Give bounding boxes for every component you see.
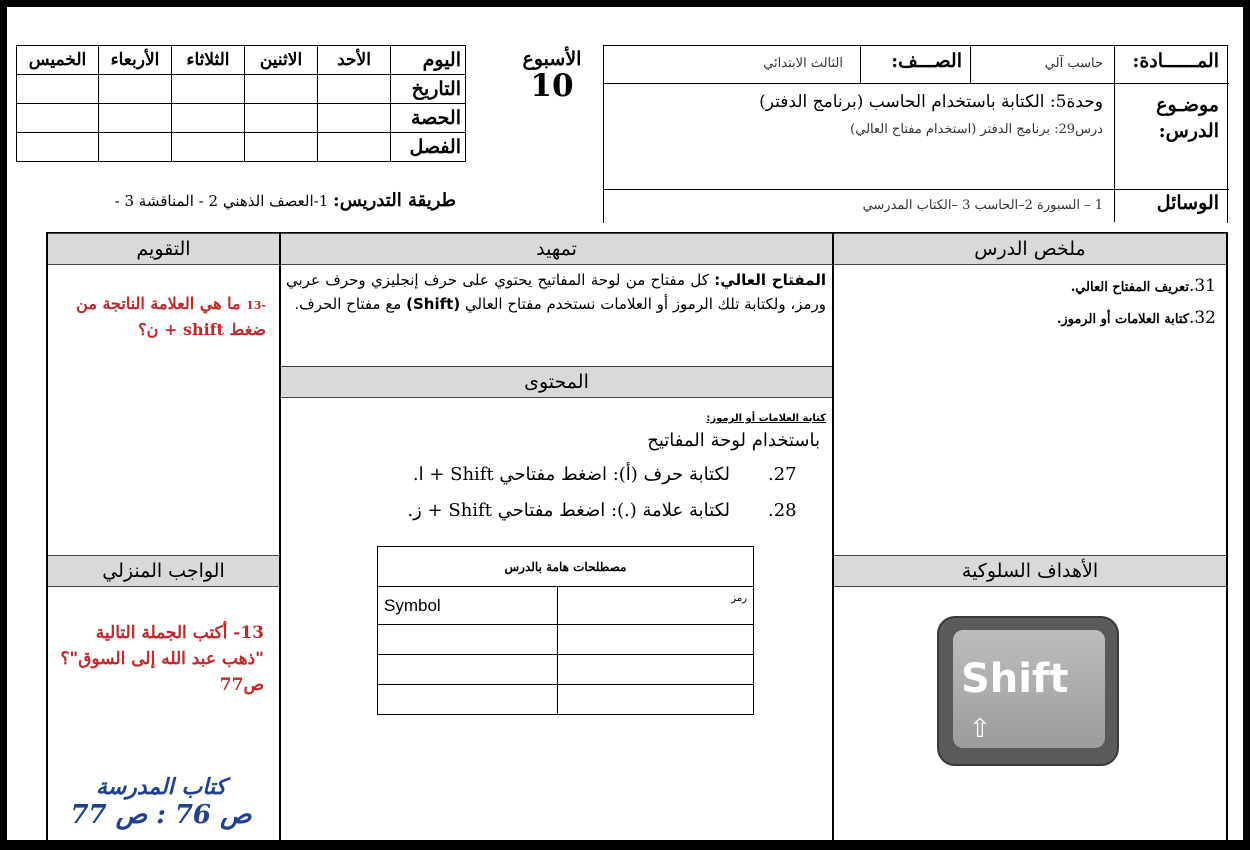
row-date: التاريخ — [391, 75, 466, 104]
evaluation-question — [54, 292, 266, 342]
summary-item: 31.تعريف المفتاح العالي. — [1070, 276, 1216, 296]
terms-col-ar: رمز — [558, 587, 754, 625]
topic-label-2: الدرس: — [1158, 120, 1219, 142]
terms-title: مصطلحات هامة بالدرس — [378, 547, 754, 587]
lesson-title: درس29: برنامج الدفتر (استخدام مفتاح العالي) — [850, 122, 1103, 137]
day-thu: الخميس — [17, 46, 99, 75]
homework-header: الواجب المنزلي — [48, 555, 279, 587]
teaching-method — [90, 190, 456, 211]
evaluation-number: -13 — [246, 299, 266, 312]
week-number: 10 — [530, 68, 574, 104]
objectives-header: الأهداف السلوكية — [834, 555, 1226, 587]
lesson-info-table — [603, 45, 1228, 223]
summary-header: ملخص الدرس — [834, 233, 1226, 265]
intro-header: تمهيد — [281, 233, 832, 265]
intro-shift: (Shift) — [406, 295, 461, 313]
class-value: الثالث الابتدائي — [763, 56, 843, 71]
subject-value: حاسب آلي — [1044, 56, 1103, 71]
content-item-2: لكتابة علامة (.): اضغط مفتاحي Shift + ز. — [407, 500, 730, 521]
tools-label: الوسائل — [1156, 192, 1219, 214]
terms-table — [377, 546, 754, 715]
class-label: الصـــف: — [891, 50, 962, 72]
day-label: اليوم — [391, 46, 466, 75]
terms-col-en: Symbol — [378, 587, 558, 625]
shift-key-image — [937, 616, 1119, 766]
intro-term: المفتاح العالي: — [714, 271, 827, 289]
book-line1: كتاب المدرسة — [95, 774, 227, 800]
content-item-1-num: .27 — [768, 464, 797, 485]
bottom-border — [0, 840, 1250, 850]
day-mon: الاثنين — [245, 46, 318, 75]
book-line2: ص 76 : ص 77 — [70, 800, 252, 830]
tools-value: 1 – السبورة 2–الحاسب 3 –الكتاب المدرسي — [862, 198, 1103, 213]
content-heading: كتابة العلامات أو الرموز: — [706, 413, 826, 424]
summary-item: 32.كتابة العلامات أو الرموز. — [1056, 308, 1216, 328]
row-period: الحصة — [391, 104, 466, 133]
intro-body: كل مفتاح من لوحة المفاتيح يحتوي على حرف إنجليزي وحرف عربي ورمز، ولكتابة تلك الرموز أو العلامات نستخدم مفتاح العالي — [286, 271, 826, 313]
teaching-method-value: 1-العصف الذهني 2 - المناقشة 3 - — [114, 192, 329, 210]
teaching-method-label: طريقة التدريس: — [333, 190, 456, 211]
row-class: الفصل — [391, 133, 466, 162]
summary-list — [890, 276, 1216, 328]
content-header: المحتوى — [281, 366, 832, 398]
school-book-reference — [56, 774, 266, 830]
intro-tail: مع مفتاح الحرف. — [294, 295, 402, 313]
intro-text — [286, 268, 826, 316]
topic-label-1: موضـوع — [1156, 94, 1219, 116]
week-label: الأسبوع — [522, 48, 582, 70]
subject-label: المــــــادة: — [1132, 50, 1219, 72]
content-line1: باستخدام لوحة المفاتيح — [647, 430, 820, 451]
shift-key-label: Shift — [961, 656, 1069, 702]
day-wed: الأربعاء — [99, 46, 172, 75]
unit-title: وحدة5: الكتابة باستخدام الحاسب (برنامج الدفتر) — [759, 92, 1103, 112]
content-item-1: لكتابة حرف (أ): اضغط مفتاحي Shift + ا. — [412, 464, 730, 485]
day-tue: الثلاثاء — [172, 46, 245, 75]
shift-arrow-icon: ⇧ — [969, 714, 991, 744]
evaluation-text: ما هي العلامة الناتجة من ضغط shift + ن؟ — [76, 294, 266, 339]
day-sun: الأحد — [318, 46, 391, 75]
homework-text: 13- أكتب الجملة التالية "ذهب عبد الله إلى السوق"؟ ص77 — [60, 623, 264, 695]
content-item-2-num: .28 — [768, 500, 797, 521]
week-box — [520, 48, 584, 102]
schedule-table — [16, 45, 466, 162]
evaluation-header: التقويم — [48, 233, 279, 265]
